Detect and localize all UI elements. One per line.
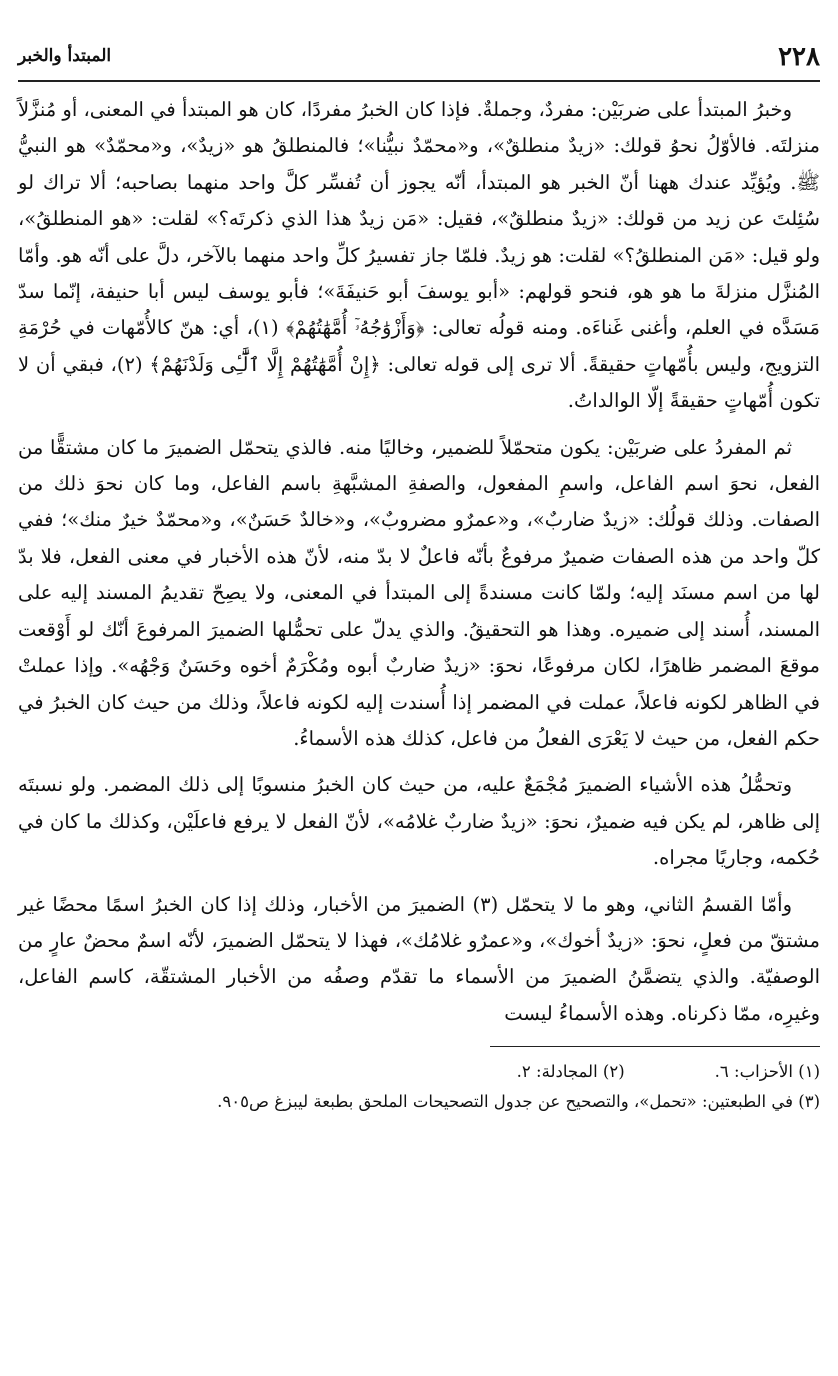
paragraph: وأمّا القسمُ الثاني، وهو ما لا يتحمّل (٣) الضميرَ من الأخبار، وذلك إذا كان الخبرُ اسمًا محضًا غير مشتقّ من فعلٍ، نحوَ: «زيدٌ أخوك»، و«عمرٌو غلامُك»، فهذا لا يتحمّل الضميرَ، لأنّه اسمٌ محضٌ عارٍ من الوصفيّة. والذي يتضمَّنُ الضميرَ من الأسماء ما تقدّم وصفُه من الأخبار المشتقّة، كاسم الفاعل، وغيرِه، ممّا ذكرناه. وهذه الأسماءُ ليست (18, 892, 821, 1025)
paragraph: وتحمُّلُ هذه الأشياء الضميرَ مُجْمَعٌ عليه، من حيث كان الخبرُ منسوبًا إلى ذلك المضمر. ولو نسبتَه إلى ظاهر، لم يكن فيه ضميرٌ، نحوَ: «زيدٌ ضاربٌ غلامُه»، لأنّ الفعل لا يرفع فاعلَيْن، وكذلك ما كان في حُكمه، وجاريًا مجراه. (18, 773, 820, 870)
footnote-row (18, 1057, 820, 1087)
paragraph: وخبرُ المبتدأ على ضربَيْن: مفردٌ، وجملةٌ. فإذا كان الخبرُ مفردًا، كان هو المبتدأ في المعنى، أو مُنزَّلاً منزلتَه. فالأوّلُ نحوُ قولك: «زيدٌ منطلقٌ»، و«محمّدٌ نبيُّنا»؛ فالمنطلقُ هو «زيدٌ»، و«محمّدٌ» هو النبيُّ ﷺ. ويُؤيِّد عندك ههنا أنّ الخبر هو المبتدأ، أنّه يجوز أن تُفسِّر كلَّ واحد منهما بصاحبه؛ ألا تراك لو سُئِلتَ عن زيد من قولك: «زيدٌ منطلقٌ»، فقيل: «مَن زيدٌ هذا الذي ذكرتَه؟» لقلت: «هو المنطلقُ»، ولو قيل: «مَن المنطلقُ؟» لقلت: هو زيدٌ. فلمّا جاز تفسيرُ كلِّ واحد منهما بالآخر، دلَّ على أنّه هو. وأمّا المُنزَّل منزلةَ ما هو هو، فنحو قولهم: «أبو يوسفَ أبو حَنيفَةَ»؛ فأبو يوسف ليس أبا حنيفة، إنّما سدّ مَسَدَّه في العلم، وأغنى غَناءَه. ومنه قولُه تعالى: ﴿وَأَزْوَٰجُهُۥٓ أُمَّهَٰتُهُمْ﴾ (١)، أي: هنّ كالأُمّهات في حُرْمَةِ التزويج، وليس بأُمّهاتٍ حقيقةً. ألا ترى إلى قوله تعالى: ﴿إِنْ أُمَّهَٰتُهُمْ إِلَّا ٱلَّٰٓـِٔى وَلَدْنَهُمْ﴾ (٢)، فبقي أن لا تكون أُمّهاتٍ حقيقةً إلّا الوالداتُ. (18, 98, 820, 413)
running-header (18, 40, 820, 82)
footnote-2: (٢) المجادلة: ٢. (516, 1062, 625, 1082)
main-text (18, 92, 820, 1032)
page-number: ٢٢٨ (770, 42, 820, 72)
footnotes (18, 1057, 820, 1117)
footnote-1: (١) الأحزاب: ٦. (714, 1062, 820, 1082)
book-page (18, 40, 820, 1360)
footnote-divider (490, 1046, 820, 1047)
chapter-title: المبتدأ والخبر (18, 46, 119, 66)
paragraph: ثم المفردُ على ضربَيْن: يكون متحمّلاً للضمير، وخاليًا منه. فالذي يتحمّل الضميرَ ما كان مشتقًّا من الفعل، نحوَ اسم الفاعل، واسمِ المفعول، والصفةِ المشبَّهةِ باسم الفاعل، وما كان نحوَ ذلك من الصفات. وذلك قولُك: «زيدٌ ضاربٌ»، و«عمرٌو مضروبٌ»، و«خالدٌ حَسَنٌ»، و«محمّدٌ خيرٌ منك»؛ ففي كلّ واحد من هذه الصفات ضميرٌ مرفوعٌ بأنّه فاعلٌ لا بدّ منه، لأنّ هذه الأخبار في معنى الفعل، فلا بدّ لها من اسم مسنَد إليه؛ ولمّا كانت مسندةً إلى المبتدأ في المعنى، ولا يصِحّ تقديمُ المسند إليه على المسند، أُسند إلى ضميره. وهذا هو التحقيقُ. والذي يدلّ على تحمُّلها الضميرَ المرفوعَ أنّك لو أَوْقعت موقعَ المضمر ظاهرًا، لكان مرفوعًا، نحوَ: «زيدٌ ضاربٌ أبوه ومُكْرَمٌ أخوه وحَسَنٌ وَجْهُه». وإذا عملتْ في الظاهر لكونه فاعلاً، عملت في المضمر إذا أُسندت إليه لكونه فاعلاً، وذلك من حيث كان الخبرُ في حكم الفعل، من حيث لا يَعْرَى الفعلُ من فاعل، كذلك هذه الأسماءُ. (18, 435, 820, 750)
footnote-3: (٣) في الطبعتين: «تحمل»، والتصحيح عن جدول التصحيحات الملحق بطبعة ليبزغ ص٩٠٥. (217, 1092, 820, 1112)
